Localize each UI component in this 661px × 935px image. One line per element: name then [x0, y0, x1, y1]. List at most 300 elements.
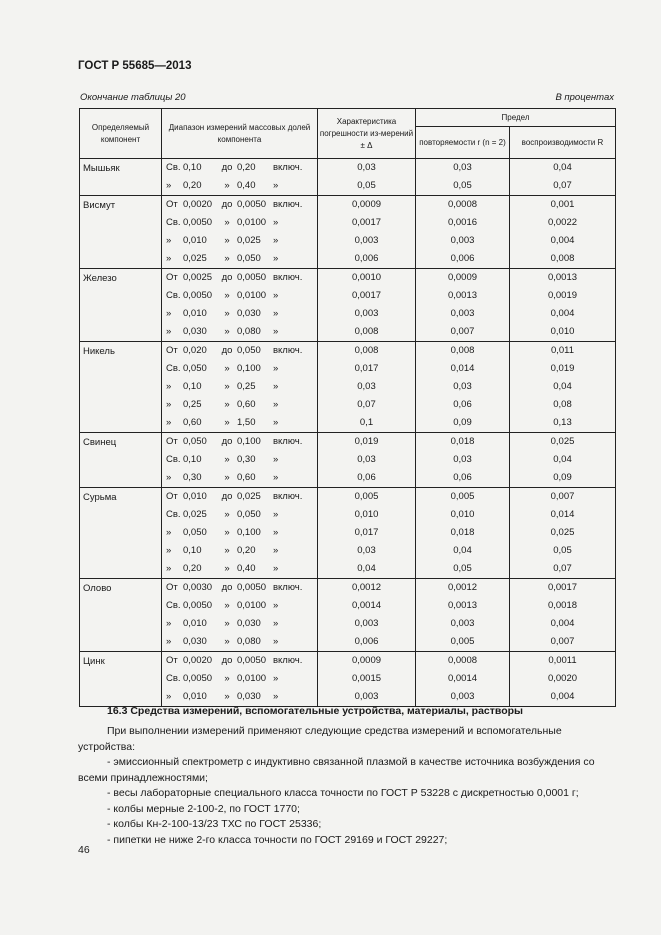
range-to: 0,25 — [237, 381, 256, 392]
range-prefix: » — [166, 417, 172, 428]
range-from: 0,020 — [183, 345, 207, 356]
range-to-word: » — [224, 472, 230, 483]
range-to-word: » — [224, 636, 230, 647]
reproducibility-cell — [510, 488, 616, 579]
range-line — [162, 177, 317, 195]
range-to-word: » — [224, 381, 230, 392]
error-value: 0,008 — [354, 345, 379, 356]
error-value: 0,04 — [357, 563, 376, 574]
range-from: 0,0030 — [183, 582, 213, 593]
range-to-word: до — [221, 436, 233, 447]
range-to: 0,080 — [237, 636, 261, 647]
repeatability-cell — [416, 159, 510, 196]
component-name: Сурьма — [80, 488, 162, 579]
range-from: 0,30 — [183, 472, 202, 483]
document-header: ГОСТ Р 55685—2013 — [78, 60, 192, 72]
range-from: 0,050 — [183, 527, 207, 538]
range-prefix: » — [166, 527, 172, 538]
range-suffix: включ. — [273, 272, 303, 283]
range-to-word: » — [224, 217, 230, 228]
range-prefix: Св. — [166, 600, 181, 611]
reproducibility-value: 0,05 — [553, 545, 572, 556]
list-item-spectrometer: - эмиссионный спектрометр с индуктивно связанной плазмой в качестве источника возбуждения со всеми принадлежностями; — [78, 756, 595, 784]
reproducibility-value: 0,07 — [553, 180, 572, 191]
range-prefix: » — [166, 253, 172, 264]
list-item-flasks: - колбы мерные 2-100-2, по ГОСТ 1770; — [107, 803, 300, 815]
error-cell — [318, 159, 416, 196]
range-line — [162, 414, 317, 432]
error-value: 0,017 — [354, 363, 379, 374]
range-to-word: » — [224, 399, 230, 410]
error-value: 0,0017 — [351, 290, 382, 301]
range-from: 0,10 — [183, 162, 202, 173]
repeatability-value: 0,0008 — [447, 199, 478, 210]
reproducibility-value: 0,07 — [553, 563, 572, 574]
range-from: 0,0050 — [183, 290, 213, 301]
range-to: 0,030 — [237, 618, 261, 629]
repeatability-value: 0,018 — [450, 527, 475, 538]
reproducibility-value: 0,13 — [553, 417, 572, 428]
range-to-word: до — [221, 345, 233, 356]
range-to-word: до — [221, 491, 233, 502]
repeatability-cell — [416, 342, 510, 433]
repeatability-value: 0,0008 — [447, 655, 478, 666]
table-caption: Окончание таблицы 20 — [80, 92, 186, 103]
range-line — [162, 214, 317, 232]
range-prefix: » — [166, 691, 172, 702]
error-value: 0,05 — [357, 180, 376, 191]
error-cell — [318, 488, 416, 579]
range-prefix: » — [166, 472, 172, 483]
range-line — [162, 633, 317, 651]
range-from: 0,0020 — [183, 655, 213, 666]
range-from: 0,10 — [183, 454, 202, 465]
range-suffix: » — [273, 600, 279, 611]
range-suffix: » — [273, 673, 279, 684]
reproducibility-value: 0,0020 — [547, 673, 578, 684]
repeatability-value: 0,005 — [450, 491, 475, 502]
range-to: 0,20 — [237, 545, 256, 556]
error-value: 0,006 — [354, 253, 379, 264]
range-to-word: » — [224, 618, 230, 629]
repeatability-cell — [416, 488, 510, 579]
list-item-conical-flasks: - колбы Кн-2-100-13/23 ТХС по ГОСТ 25336; — [107, 818, 322, 830]
range-from: 0,20 — [183, 563, 202, 574]
range-suffix: включ. — [273, 345, 303, 356]
reproducibility-cell — [510, 342, 616, 433]
repeatability-value: 0,05 — [453, 180, 472, 191]
range-to-word: » — [224, 290, 230, 301]
range-suffix: » — [273, 326, 279, 337]
range-suffix: » — [273, 545, 279, 556]
range-cell — [162, 652, 318, 707]
paragraph-intro: При выполнении измерений применяют следующие средства измерений и вспомогательные устройства: — [78, 725, 562, 753]
repeatability-cell — [416, 196, 510, 269]
range-to-word: » — [224, 545, 230, 556]
error-value: 0,005 — [354, 491, 379, 502]
range-line — [162, 196, 317, 214]
reproducibility-value: 0,025 — [550, 527, 575, 538]
error-cell — [318, 342, 416, 433]
repeatability-value: 0,06 — [453, 472, 472, 483]
range-suffix: » — [273, 235, 279, 246]
range-prefix: От — [166, 491, 178, 502]
range-suffix: » — [273, 363, 279, 374]
range-suffix: включ. — [273, 162, 303, 173]
error-value: 0,0014 — [351, 600, 382, 611]
range-prefix: » — [166, 563, 172, 574]
reproducibility-value: 0,0013 — [547, 272, 578, 283]
range-suffix: » — [273, 636, 279, 647]
reproducibility-value: 0,011 — [550, 345, 575, 356]
repeatability-value: 0,05 — [453, 563, 472, 574]
range-to: 0,0100 — [237, 600, 267, 611]
error-value: 0,03 — [357, 454, 376, 465]
range-prefix: » — [166, 545, 172, 556]
range-line — [162, 652, 317, 670]
range-to-word: до — [221, 272, 233, 283]
range-to-word: до — [221, 582, 233, 593]
units-caption: В процентах — [555, 92, 614, 103]
range-suffix: » — [273, 618, 279, 629]
component-row — [80, 433, 616, 488]
page-number: 46 — [78, 844, 90, 856]
range-to: 0,30 — [237, 454, 256, 465]
reproducibility-value: 0,008 — [550, 253, 575, 264]
error-value: 0,0009 — [351, 199, 382, 210]
range-line — [162, 688, 317, 706]
table-body — [80, 159, 616, 707]
range-to: 0,080 — [237, 326, 261, 337]
range-line — [162, 269, 317, 287]
reproducibility-value: 0,007 — [550, 491, 575, 502]
range-line — [162, 342, 317, 360]
range-to: 0,100 — [237, 436, 261, 447]
reproducibility-cell — [510, 652, 616, 707]
error-value: 0,017 — [354, 527, 379, 538]
reproducibility-value: 0,010 — [550, 326, 575, 337]
results-table — [79, 108, 616, 707]
repeatability-value: 0,0013 — [447, 600, 478, 611]
range-line — [162, 159, 317, 177]
range-to-word: » — [224, 326, 230, 337]
error-cell — [318, 433, 416, 488]
range-to: 0,025 — [237, 235, 261, 246]
repeatability-value: 0,03 — [453, 381, 472, 392]
range-suffix: » — [273, 454, 279, 465]
range-suffix: » — [273, 691, 279, 702]
reproducibility-cell — [510, 433, 616, 488]
range-suffix: включ. — [273, 199, 303, 210]
range-cell — [162, 488, 318, 579]
range-from: 0,010 — [183, 618, 207, 629]
range-to-word: » — [224, 180, 230, 191]
repeatability-value: 0,0014 — [447, 673, 478, 684]
reproducibility-value: 0,001 — [550, 199, 575, 210]
range-to-word: до — [221, 199, 233, 210]
range-line — [162, 469, 317, 487]
reproducibility-value: 0,014 — [550, 509, 575, 520]
range-to-word: » — [224, 509, 230, 520]
range-to: 0,60 — [237, 472, 256, 483]
component-row — [80, 652, 616, 707]
range-suffix: » — [273, 180, 279, 191]
header-error: Характеристика погрешности из-мерений ± Δ — [318, 109, 416, 159]
range-line — [162, 232, 317, 250]
range-cell — [162, 579, 318, 652]
error-value: 0,0012 — [351, 582, 382, 593]
range-line — [162, 579, 317, 597]
component-name: Висмут — [80, 196, 162, 269]
repeatability-value: 0,04 — [453, 545, 472, 556]
range-suffix: » — [273, 527, 279, 538]
range-to-word: » — [224, 673, 230, 684]
range-to: 0,0050 — [237, 582, 267, 593]
repeatability-value: 0,010 — [450, 509, 475, 520]
error-value: 0,006 — [354, 636, 379, 647]
range-from: 0,050 — [183, 436, 207, 447]
repeatability-value: 0,003 — [450, 691, 475, 702]
range-line — [162, 542, 317, 560]
range-from: 0,25 — [183, 399, 202, 410]
range-to: 0,025 — [237, 491, 261, 502]
list-item-balance: - весы лабораторные специального класса точности по ГОСТ Р 53228 с дискретностью 0,0001 г; — [107, 787, 579, 799]
range-to-word: » — [224, 691, 230, 702]
range-prefix: » — [166, 308, 172, 319]
range-from: 0,010 — [183, 308, 207, 319]
range-line — [162, 451, 317, 469]
repeatability-value: 0,0016 — [447, 217, 478, 228]
component-row — [80, 488, 616, 579]
range-suffix: » — [273, 381, 279, 392]
error-value: 0,003 — [354, 691, 379, 702]
header-limit: Предел — [416, 109, 616, 127]
range-to: 0,0100 — [237, 673, 267, 684]
reproducibility-value: 0,004 — [550, 308, 575, 319]
range-to: 1,50 — [237, 417, 256, 428]
error-value: 0,0009 — [351, 655, 382, 666]
repeatability-value: 0,007 — [450, 326, 475, 337]
range-line — [162, 506, 317, 524]
range-to-word: » — [224, 235, 230, 246]
repeatability-cell — [416, 433, 510, 488]
repeatability-value: 0,018 — [450, 436, 475, 447]
range-prefix: Св. — [166, 290, 181, 301]
range-cell — [162, 269, 318, 342]
range-to: 0,40 — [237, 180, 256, 191]
range-prefix: От — [166, 199, 178, 210]
error-value: 0,03 — [357, 545, 376, 556]
range-to-word: » — [224, 363, 230, 374]
reproducibility-value: 0,04 — [553, 162, 572, 173]
range-suffix: включ. — [273, 491, 303, 502]
range-line — [162, 488, 317, 506]
range-from: 0,010 — [183, 691, 207, 702]
repeatability-cell — [416, 652, 510, 707]
range-prefix: Св. — [166, 162, 181, 173]
error-cell — [318, 269, 416, 342]
range-from: 0,0050 — [183, 217, 213, 228]
range-line — [162, 433, 317, 451]
error-value: 0,003 — [354, 308, 379, 319]
repeatability-value: 0,003 — [450, 618, 475, 629]
error-value: 0,0017 — [351, 217, 382, 228]
repeatability-value: 0,014 — [450, 363, 475, 374]
reproducibility-value: 0,004 — [550, 235, 575, 246]
range-line — [162, 597, 317, 615]
range-to-word: » — [224, 600, 230, 611]
range-prefix: От — [166, 345, 178, 356]
range-prefix: Св. — [166, 454, 181, 465]
range-from: 0,010 — [183, 235, 207, 246]
error-value: 0,003 — [354, 618, 379, 629]
reproducibility-value: 0,004 — [550, 691, 575, 702]
range-to-word: до — [221, 655, 233, 666]
range-cell — [162, 159, 318, 196]
range-line — [162, 524, 317, 542]
component-name: Мышьяк — [80, 159, 162, 196]
range-suffix: включ. — [273, 655, 303, 666]
repeatability-value: 0,003 — [450, 235, 475, 246]
repeatability-value: 0,09 — [453, 417, 472, 428]
reproducibility-value: 0,04 — [553, 381, 572, 392]
range-to: 0,0100 — [237, 217, 267, 228]
reproducibility-cell — [510, 579, 616, 652]
error-value: 0,008 — [354, 326, 379, 337]
range-suffix: » — [273, 290, 279, 301]
list-item-pipettes: - пипетки не ниже 2-го класса точности по ГОСТ 29169 и ГОСТ 29227; — [107, 834, 448, 846]
range-prefix: От — [166, 655, 178, 666]
range-to: 0,0100 — [237, 290, 267, 301]
range-line — [162, 670, 317, 688]
range-from: 0,60 — [183, 417, 202, 428]
error-value: 0,0015 — [351, 673, 382, 684]
range-prefix: Св. — [166, 673, 181, 684]
reproducibility-value: 0,0011 — [548, 655, 577, 666]
reproducibility-value: 0,0022 — [547, 217, 578, 228]
component-row — [80, 579, 616, 652]
range-line — [162, 360, 317, 378]
reproducibility-cell — [510, 159, 616, 196]
reproducibility-value: 0,08 — [553, 399, 572, 410]
range-line — [162, 250, 317, 268]
range-to: 0,030 — [237, 691, 261, 702]
repeatability-value: 0,005 — [450, 636, 475, 647]
range-from: 0,050 — [183, 363, 207, 374]
error-value: 0,0010 — [351, 272, 382, 283]
range-from: 0,010 — [183, 491, 207, 502]
header-reproducibility: воспроизводимости R — [510, 127, 616, 159]
range-line — [162, 396, 317, 414]
range-to: 0,050 — [237, 509, 261, 520]
repeatability-value: 0,03 — [453, 162, 472, 173]
range-to: 0,0050 — [237, 272, 267, 283]
range-suffix: » — [273, 472, 279, 483]
range-line — [162, 305, 317, 323]
range-from: 0,10 — [183, 381, 202, 392]
range-from: 0,0050 — [183, 600, 213, 611]
range-to: 0,20 — [237, 162, 256, 173]
error-value: 0,06 — [357, 472, 376, 483]
range-from: 0,20 — [183, 180, 202, 191]
range-to-word: » — [224, 563, 230, 574]
component-name: Свинец — [80, 433, 162, 488]
range-prefix: От — [166, 436, 178, 447]
range-to-word: » — [224, 454, 230, 465]
range-to: 0,0050 — [237, 199, 267, 210]
range-from: 0,030 — [183, 326, 207, 337]
component-name: Цинк — [80, 652, 162, 707]
component-name: Олово — [80, 579, 162, 652]
range-prefix: От — [166, 272, 178, 283]
repeatability-value: 0,006 — [450, 253, 475, 264]
range-to-word: » — [224, 308, 230, 319]
reproducibility-cell — [510, 196, 616, 269]
range-suffix: » — [273, 253, 279, 264]
reproducibility-value: 0,09 — [553, 472, 572, 483]
range-suffix: » — [273, 509, 279, 520]
reproducibility-value: 0,007 — [550, 636, 575, 647]
range-to: 0,0050 — [237, 655, 267, 666]
error-value: 0,03 — [357, 162, 376, 173]
range-suffix: включ. — [273, 582, 303, 593]
range-to-word: » — [224, 253, 230, 264]
reproducibility-value: 0,025 — [550, 436, 575, 447]
component-row — [80, 342, 616, 433]
range-suffix: » — [273, 417, 279, 428]
range-prefix: Св. — [166, 363, 181, 374]
component-name: Никель — [80, 342, 162, 433]
range-suffix: » — [273, 399, 279, 410]
repeatability-cell — [416, 269, 510, 342]
repeatability-value: 0,008 — [450, 345, 475, 356]
range-to: 0,100 — [237, 363, 261, 374]
range-to-word: » — [224, 417, 230, 428]
repeatability-cell — [416, 579, 510, 652]
section-title: 16.3 Средства измерений, вспомогательные устройства, материалы, растворы — [107, 705, 524, 717]
component-row — [80, 269, 616, 342]
range-to-word: до — [221, 162, 233, 173]
range-prefix: » — [166, 618, 172, 629]
error-value: 0,019 — [354, 436, 379, 447]
range-suffix: » — [273, 217, 279, 228]
range-prefix: » — [166, 381, 172, 392]
range-prefix: » — [166, 180, 172, 191]
range-prefix: Св. — [166, 217, 181, 228]
range-to: 0,050 — [237, 345, 261, 356]
range-from: 0,030 — [183, 636, 207, 647]
range-cell — [162, 196, 318, 269]
reproducibility-value: 0,04 — [553, 454, 572, 465]
range-line — [162, 378, 317, 396]
range-prefix: » — [166, 636, 172, 647]
error-cell — [318, 652, 416, 707]
range-to: 0,030 — [237, 308, 261, 319]
range-prefix: Св. — [166, 509, 181, 520]
reproducibility-value: 0,0017 — [547, 582, 578, 593]
reproducibility-value: 0,0018 — [547, 600, 578, 611]
range-cell — [162, 433, 318, 488]
range-prefix: От — [166, 582, 178, 593]
reproducibility-value: 0,004 — [550, 618, 575, 629]
range-from: 0,025 — [183, 253, 207, 264]
error-cell — [318, 196, 416, 269]
range-from: 0,10 — [183, 545, 202, 556]
range-to: 0,100 — [237, 527, 261, 538]
error-cell — [318, 579, 416, 652]
repeatability-value: 0,0013 — [447, 290, 478, 301]
range-suffix: » — [273, 308, 279, 319]
